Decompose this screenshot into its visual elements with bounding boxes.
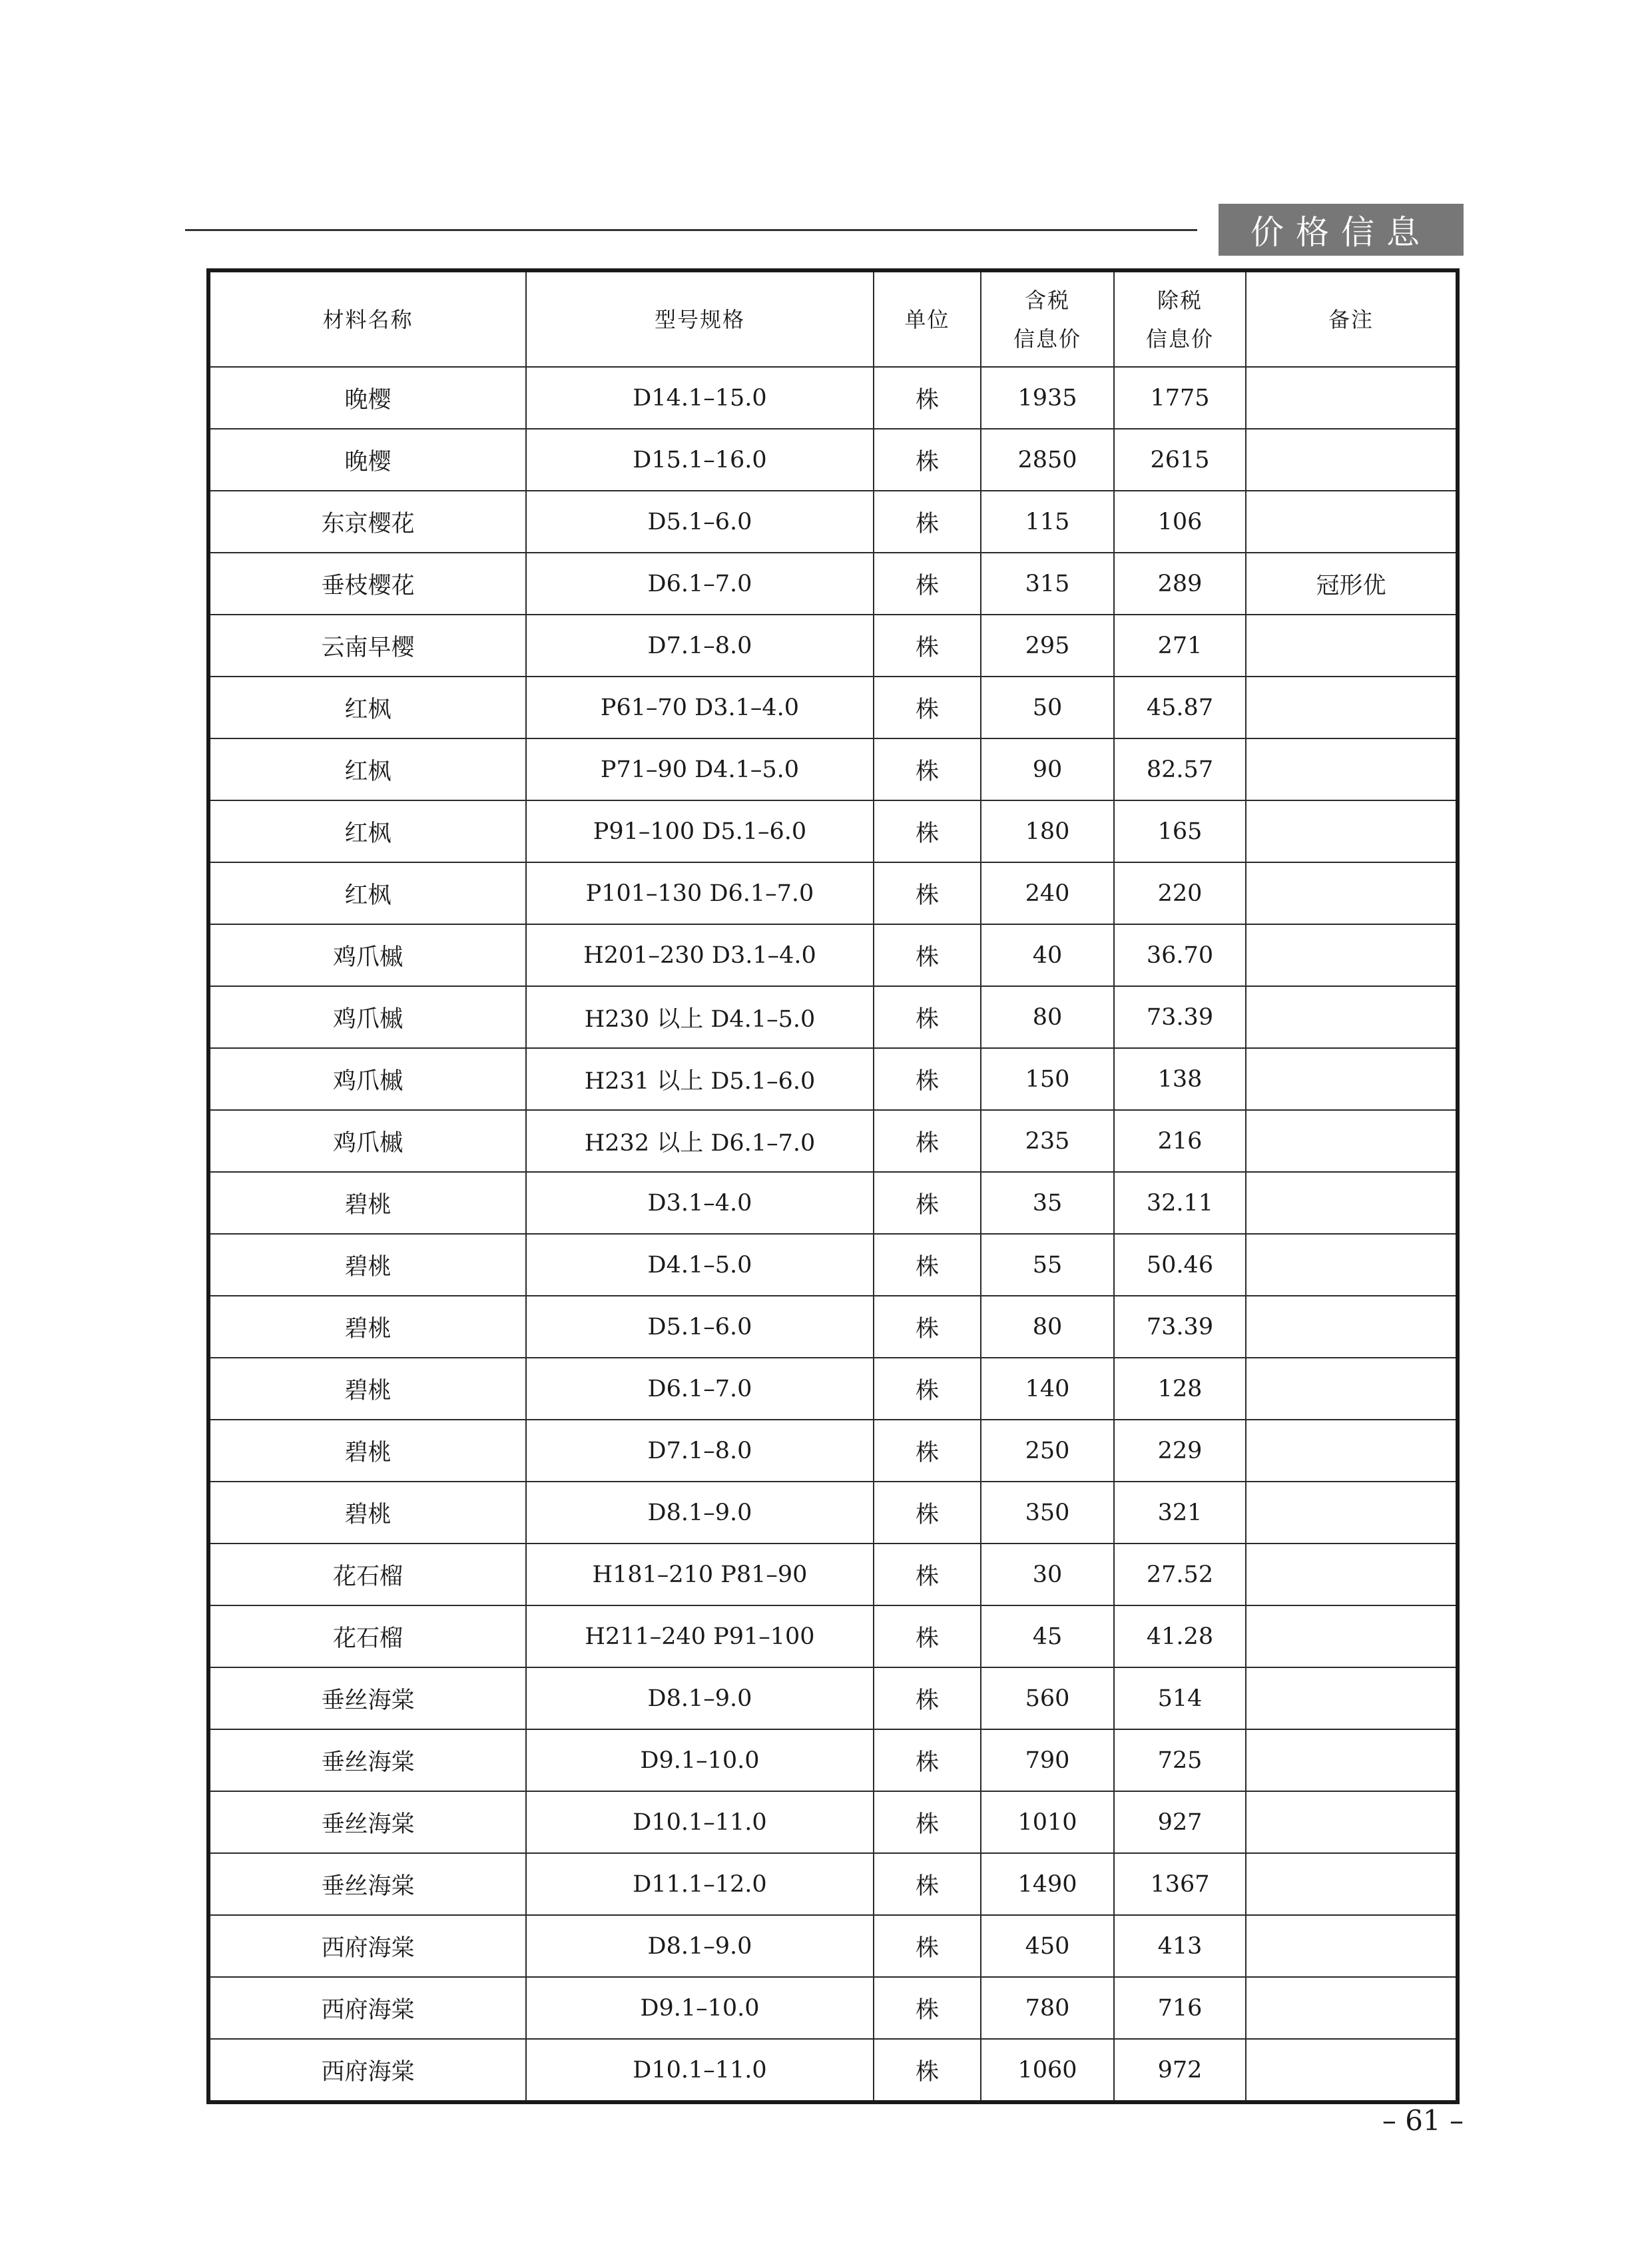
cell-material-name: 晚樱 bbox=[210, 429, 526, 491]
cell-tax-exclusive-price: 138 bbox=[1114, 1048, 1246, 1110]
table-header-row bbox=[210, 272, 1456, 367]
cell-tax-exclusive-price: 36.70 bbox=[1114, 924, 1246, 986]
cell-tax-inclusive-price: 1060 bbox=[981, 2039, 1114, 2100]
cell-tax-exclusive-price: 2615 bbox=[1114, 429, 1246, 491]
cell-unit: 株 bbox=[874, 986, 981, 1048]
cell-material-name: 西府海棠 bbox=[210, 2039, 526, 2100]
cell-tax-exclusive-price: 725 bbox=[1114, 1729, 1246, 1791]
cell-unit: 株 bbox=[874, 924, 981, 986]
cell-material-name: 垂枝樱花 bbox=[210, 553, 526, 615]
cell-material-name: 花石榴 bbox=[210, 1544, 526, 1605]
cell-tax-exclusive-price: 73.39 bbox=[1114, 986, 1246, 1048]
cell-material-name: 鸡爪槭 bbox=[210, 924, 526, 986]
table-row bbox=[210, 1048, 1456, 1110]
cell-spec: D3.1–4.0 bbox=[526, 1172, 874, 1234]
cell-tax-inclusive-price: 80 bbox=[981, 1296, 1114, 1358]
cell-material-name: 鸡爪槭 bbox=[210, 1048, 526, 1110]
cell-tax-inclusive-price: 40 bbox=[981, 924, 1114, 986]
cell-remarks bbox=[1246, 1544, 1456, 1605]
cell-tax-inclusive-price: 315 bbox=[981, 553, 1114, 615]
table-row bbox=[210, 2039, 1456, 2100]
cell-material-name: 东京樱花 bbox=[210, 491, 526, 553]
cell-spec: D9.1–10.0 bbox=[526, 1729, 874, 1791]
table-row bbox=[210, 862, 1456, 924]
cell-remarks bbox=[1246, 1482, 1456, 1544]
cell-tax-exclusive-price: 289 bbox=[1114, 553, 1246, 615]
column-header-tax-exclusive-price: 除税 信息价 bbox=[1114, 272, 1246, 367]
table-row bbox=[210, 1234, 1456, 1296]
cell-remarks bbox=[1246, 738, 1456, 800]
cell-tax-inclusive-price: 80 bbox=[981, 986, 1114, 1048]
cell-remarks bbox=[1246, 1667, 1456, 1729]
cell-remarks bbox=[1246, 429, 1456, 491]
cell-material-name: 垂丝海棠 bbox=[210, 1667, 526, 1729]
cell-tax-exclusive-price: 106 bbox=[1114, 491, 1246, 553]
cell-remarks bbox=[1246, 367, 1456, 429]
cell-unit: 株 bbox=[874, 367, 981, 429]
cell-spec: D11.1–12.0 bbox=[526, 1853, 874, 1915]
cell-material-name: 晚樱 bbox=[210, 367, 526, 429]
cell-tax-exclusive-price: 27.52 bbox=[1114, 1544, 1246, 1605]
cell-spec: P61–70 D3.1–4.0 bbox=[526, 677, 874, 738]
cell-tax-exclusive-price: 165 bbox=[1114, 800, 1246, 862]
cell-unit: 株 bbox=[874, 1544, 981, 1605]
column-header-unit: 单位 bbox=[874, 272, 981, 367]
cell-material-name: 碧桃 bbox=[210, 1358, 526, 1420]
cell-material-name: 西府海棠 bbox=[210, 1915, 526, 1977]
table-row bbox=[210, 1667, 1456, 1729]
cell-spec: H211–240 P91–100 bbox=[526, 1605, 874, 1667]
cell-material-name: 红枫 bbox=[210, 800, 526, 862]
cell-remarks bbox=[1246, 862, 1456, 924]
cell-spec: P101–130 D6.1–7.0 bbox=[526, 862, 874, 924]
table-row bbox=[210, 1729, 1456, 1791]
cell-tax-exclusive-price: 321 bbox=[1114, 1482, 1246, 1544]
cell-spec: P91–100 D5.1–6.0 bbox=[526, 800, 874, 862]
cell-tax-inclusive-price: 45 bbox=[981, 1605, 1114, 1667]
cell-tax-exclusive-price: 716 bbox=[1114, 1977, 1246, 2039]
column-header-remarks: 备注 bbox=[1246, 272, 1456, 367]
cell-spec: D10.1–11.0 bbox=[526, 1791, 874, 1853]
table-row bbox=[210, 1482, 1456, 1544]
cell-remarks bbox=[1246, 800, 1456, 862]
cell-spec: D7.1–8.0 bbox=[526, 1420, 874, 1482]
cell-unit: 株 bbox=[874, 1605, 981, 1667]
cell-tax-inclusive-price: 30 bbox=[981, 1544, 1114, 1605]
cell-material-name: 鸡爪槭 bbox=[210, 986, 526, 1048]
cell-remarks bbox=[1246, 1420, 1456, 1482]
cell-tax-inclusive-price: 50 bbox=[981, 677, 1114, 738]
table-row bbox=[210, 986, 1456, 1048]
cell-unit: 株 bbox=[874, 615, 981, 677]
cell-material-name: 西府海棠 bbox=[210, 1977, 526, 2039]
cell-tax-inclusive-price: 780 bbox=[981, 1977, 1114, 2039]
cell-unit: 株 bbox=[874, 1420, 981, 1482]
cell-tax-exclusive-price: 927 bbox=[1114, 1791, 1246, 1853]
cell-remarks bbox=[1246, 677, 1456, 738]
cell-remarks bbox=[1246, 1977, 1456, 2039]
cell-unit: 株 bbox=[874, 1482, 981, 1544]
header-rule bbox=[185, 229, 1197, 231]
cell-material-name: 碧桃 bbox=[210, 1482, 526, 1544]
cell-unit: 株 bbox=[874, 1915, 981, 1977]
cell-remarks bbox=[1246, 615, 1456, 677]
table-row bbox=[210, 1791, 1456, 1853]
cell-spec: H230 以上 D4.1–5.0 bbox=[526, 986, 874, 1048]
cell-material-name: 垂丝海棠 bbox=[210, 1791, 526, 1853]
cell-spec: H232 以上 D6.1–7.0 bbox=[526, 1110, 874, 1172]
cell-tax-inclusive-price: 450 bbox=[981, 1915, 1114, 1977]
cell-tax-inclusive-price: 2850 bbox=[981, 429, 1114, 491]
cell-remarks bbox=[1246, 491, 1456, 553]
cell-remarks bbox=[1246, 924, 1456, 986]
cell-tax-exclusive-price: 32.11 bbox=[1114, 1172, 1246, 1234]
cell-tax-inclusive-price: 790 bbox=[981, 1729, 1114, 1791]
cell-material-name: 红枫 bbox=[210, 677, 526, 738]
cell-tax-inclusive-price: 235 bbox=[981, 1110, 1114, 1172]
cell-unit: 株 bbox=[874, 491, 981, 553]
cell-material-name: 红枫 bbox=[210, 862, 526, 924]
table-row bbox=[210, 800, 1456, 862]
cell-tax-exclusive-price: 216 bbox=[1114, 1110, 1246, 1172]
table-row bbox=[210, 491, 1456, 553]
table-row bbox=[210, 738, 1456, 800]
cell-tax-inclusive-price: 250 bbox=[981, 1420, 1114, 1482]
table-row bbox=[210, 1420, 1456, 1482]
table-row bbox=[210, 1605, 1456, 1667]
table-row bbox=[210, 924, 1456, 986]
cell-spec: D10.1–11.0 bbox=[526, 2039, 874, 2100]
table-row bbox=[210, 1110, 1456, 1172]
cell-remarks bbox=[1246, 1791, 1456, 1853]
cell-unit: 株 bbox=[874, 2039, 981, 2100]
cell-spec: D8.1–9.0 bbox=[526, 1482, 874, 1544]
column-header-material-name: 材料名称 bbox=[210, 272, 526, 367]
cell-material-name: 鸡爪槭 bbox=[210, 1110, 526, 1172]
cell-remarks bbox=[1246, 1234, 1456, 1296]
cell-spec: D7.1–8.0 bbox=[526, 615, 874, 677]
cell-spec: D5.1–6.0 bbox=[526, 1296, 874, 1358]
cell-remarks bbox=[1246, 1110, 1456, 1172]
cell-spec: D5.1–6.0 bbox=[526, 491, 874, 553]
cell-remarks bbox=[1246, 2039, 1456, 2100]
cell-tax-inclusive-price: 115 bbox=[981, 491, 1114, 553]
cell-remarks bbox=[1246, 1915, 1456, 1977]
cell-tax-exclusive-price: 128 bbox=[1114, 1358, 1246, 1420]
table-row bbox=[210, 367, 1456, 429]
table-row bbox=[210, 1358, 1456, 1420]
cell-tax-exclusive-price: 220 bbox=[1114, 862, 1246, 924]
cell-spec: D4.1–5.0 bbox=[526, 1234, 874, 1296]
cell-unit: 株 bbox=[874, 1296, 981, 1358]
cell-material-name: 碧桃 bbox=[210, 1172, 526, 1234]
table-row bbox=[210, 553, 1456, 615]
cell-spec: D6.1–7.0 bbox=[526, 553, 874, 615]
cell-tax-inclusive-price: 35 bbox=[981, 1172, 1114, 1234]
cell-spec: H231 以上 D5.1–6.0 bbox=[526, 1048, 874, 1110]
cell-spec: D15.1–16.0 bbox=[526, 429, 874, 491]
cell-tax-exclusive-price: 50.46 bbox=[1114, 1234, 1246, 1296]
table-row bbox=[210, 615, 1456, 677]
cell-spec: D14.1–15.0 bbox=[526, 367, 874, 429]
cell-unit: 株 bbox=[874, 1048, 981, 1110]
page-number: – 61 – bbox=[1382, 2104, 1464, 2137]
cell-tax-inclusive-price: 240 bbox=[981, 862, 1114, 924]
cell-remarks bbox=[1246, 1853, 1456, 1915]
cell-tax-exclusive-price: 514 bbox=[1114, 1667, 1246, 1729]
table-row bbox=[210, 1296, 1456, 1358]
cell-remarks bbox=[1246, 986, 1456, 1048]
cell-material-name: 花石榴 bbox=[210, 1605, 526, 1667]
cell-tax-inclusive-price: 350 bbox=[981, 1482, 1114, 1544]
cell-tax-inclusive-price: 1935 bbox=[981, 367, 1114, 429]
cell-tax-inclusive-price: 1010 bbox=[981, 1791, 1114, 1853]
cell-unit: 株 bbox=[874, 553, 981, 615]
cell-material-name: 垂丝海棠 bbox=[210, 1853, 526, 1915]
table-row bbox=[210, 1172, 1456, 1234]
column-header-spec: 型号规格 bbox=[526, 272, 874, 367]
cell-tax-exclusive-price: 972 bbox=[1114, 2039, 1246, 2100]
cell-tax-exclusive-price: 1367 bbox=[1114, 1853, 1246, 1915]
cell-remarks bbox=[1246, 1358, 1456, 1420]
cell-unit: 株 bbox=[874, 677, 981, 738]
cell-unit: 株 bbox=[874, 1358, 981, 1420]
table-body bbox=[210, 367, 1456, 2100]
cell-unit: 株 bbox=[874, 1110, 981, 1172]
cell-spec: D8.1–9.0 bbox=[526, 1667, 874, 1729]
cell-tax-exclusive-price: 45.87 bbox=[1114, 677, 1246, 738]
table-row bbox=[210, 429, 1456, 491]
cell-remarks bbox=[1246, 1296, 1456, 1358]
cell-unit: 株 bbox=[874, 1172, 981, 1234]
cell-unit: 株 bbox=[874, 429, 981, 491]
cell-tax-exclusive-price: 41.28 bbox=[1114, 1605, 1246, 1667]
cell-tax-exclusive-price: 229 bbox=[1114, 1420, 1246, 1482]
cell-spec: H181–210 P81–90 bbox=[526, 1544, 874, 1605]
cell-unit: 株 bbox=[874, 1667, 981, 1729]
cell-unit: 株 bbox=[874, 800, 981, 862]
cell-unit: 株 bbox=[874, 1853, 981, 1915]
cell-tax-inclusive-price: 295 bbox=[981, 615, 1114, 677]
cell-spec: P71–90 D4.1–5.0 bbox=[526, 738, 874, 800]
cell-tax-exclusive-price: 1775 bbox=[1114, 367, 1246, 429]
cell-spec: D8.1–9.0 bbox=[526, 1915, 874, 1977]
cell-unit: 株 bbox=[874, 1791, 981, 1853]
cell-material-name: 碧桃 bbox=[210, 1234, 526, 1296]
cell-tax-exclusive-price: 82.57 bbox=[1114, 738, 1246, 800]
table-row bbox=[210, 677, 1456, 738]
cell-remarks bbox=[1246, 1172, 1456, 1234]
cell-tax-inclusive-price: 90 bbox=[981, 738, 1114, 800]
cell-remarks bbox=[1246, 1048, 1456, 1110]
cell-tax-inclusive-price: 140 bbox=[981, 1358, 1114, 1420]
price-table bbox=[210, 272, 1456, 2100]
cell-tax-exclusive-price: 413 bbox=[1114, 1915, 1246, 1977]
cell-tax-inclusive-price: 1490 bbox=[981, 1853, 1114, 1915]
table-row bbox=[210, 1915, 1456, 1977]
cell-spec: D9.1–10.0 bbox=[526, 1977, 874, 2039]
cell-remarks bbox=[1246, 1605, 1456, 1667]
cell-unit: 株 bbox=[874, 1977, 981, 2039]
table-row bbox=[210, 1544, 1456, 1605]
cell-remarks: 冠形优 bbox=[1246, 553, 1456, 615]
cell-spec: D6.1–7.0 bbox=[526, 1358, 874, 1420]
cell-material-name: 垂丝海棠 bbox=[210, 1729, 526, 1791]
cell-spec: H201–230 D3.1–4.0 bbox=[526, 924, 874, 986]
cell-tax-inclusive-price: 180 bbox=[981, 800, 1114, 862]
cell-unit: 株 bbox=[874, 1234, 981, 1296]
cell-unit: 株 bbox=[874, 1729, 981, 1791]
cell-tax-inclusive-price: 150 bbox=[981, 1048, 1114, 1110]
cell-material-name: 碧桃 bbox=[210, 1296, 526, 1358]
cell-tax-inclusive-price: 560 bbox=[981, 1667, 1114, 1729]
price-table-frame bbox=[206, 268, 1460, 2104]
section-title-badge: 价格信息 bbox=[1219, 204, 1464, 256]
cell-tax-exclusive-price: 73.39 bbox=[1114, 1296, 1246, 1358]
cell-tax-exclusive-price: 271 bbox=[1114, 615, 1246, 677]
table-row bbox=[210, 1977, 1456, 2039]
cell-unit: 株 bbox=[874, 862, 981, 924]
cell-material-name: 碧桃 bbox=[210, 1420, 526, 1482]
cell-tax-inclusive-price: 55 bbox=[981, 1234, 1114, 1296]
table-row bbox=[210, 1853, 1456, 1915]
column-header-tax-inclusive-price: 含税 信息价 bbox=[981, 272, 1114, 367]
cell-unit: 株 bbox=[874, 738, 981, 800]
cell-material-name: 红枫 bbox=[210, 738, 526, 800]
cell-remarks bbox=[1246, 1729, 1456, 1791]
cell-material-name: 云南早樱 bbox=[210, 615, 526, 677]
